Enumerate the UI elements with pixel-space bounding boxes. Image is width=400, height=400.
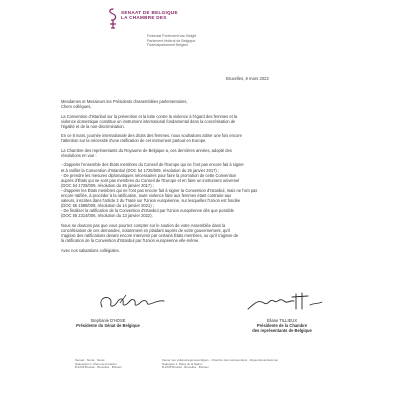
body-line: Nous ne doutons pas que vous pourrez compter sur le soutien de votre Assemblée dans la	[61, 222, 226, 228]
paragraph-support	[61, 223, 293, 243]
list-item-line: valeurs, inscrites dans l'article 2 du Traité sur l'Union européenne, sur lesquelles l'Union est fondée	[61, 198, 241, 204]
signature-dhose	[80, 289, 190, 315]
paragraph-chamber	[61, 148, 293, 158]
signer-role: Présidente du Sénat de Belgique	[76, 323, 140, 329]
salutation	[61, 99, 293, 109]
signer-name: Eliane TILLIEUX	[266, 318, 298, 323]
footer-chamber-address	[162, 359, 278, 370]
paragraph-march-8	[61, 133, 293, 143]
parliament-names	[147, 34, 196, 48]
parliament-name-de: Föderalparlament Belgien	[147, 43, 189, 47]
footer-line: B-1008 Brussel · Bruxelles · Brüssel	[162, 365, 209, 370]
signer-role-line: des représentants de Belgique	[252, 328, 312, 334]
salutation-line: Chers collègues,	[61, 104, 92, 110]
letter-body	[61, 99, 293, 257]
salutation-line: Mesdames et Messieurs les Présidents d'assemblées parlementaires,	[61, 99, 188, 104]
paragraph-resolutions-list	[61, 162, 293, 218]
list-item-line: - De finaliser la ratification de la Convention d'Istanbul par l'Union européenne dès que possible	[61, 208, 234, 214]
parliament-name-fr: Parlement fédéral de Belgique	[147, 38, 196, 43]
list-item-line: encore ratifiée, à procéder à la ratification, toute violence faite aux femmes étant contraire aux	[61, 192, 232, 198]
footer-senate-address	[75, 359, 121, 370]
logo-line-2: LA CHAMBRE DES	[121, 15, 167, 21]
letter-date: Bruxelles, 8 mars 2022	[226, 76, 269, 81]
footer-line: Kamer van volksvertegenwoordigers · Chambre des représentants · Abgeordnetenkammer	[162, 358, 279, 362]
list-item-line: (DOC 54 1725/009, résolution du 26 janvier 2017) ;	[61, 182, 154, 188]
signer-role-line: Présidente de la Chambre	[256, 323, 308, 329]
logo-wordmark	[121, 10, 178, 21]
body-line: concrétisation de ces demandes, notamment en plaidant auprès de votre gouvernement, qu'il	[61, 227, 230, 233]
body-line: l'égalité et de la non-discrimination.	[61, 123, 125, 129]
list-item-line: et à ratifier la Convention d'Istanbul (DOC 54 1725/009, résolution du 26 janvier 2017) ;	[61, 167, 220, 173]
parliament-logo-icon	[107, 8, 119, 30]
footer-line: Natieplein 2, Place de la Nation	[162, 361, 203, 366]
parliament-name-nl: Federaal Parlement van België	[147, 34, 197, 38]
signer-left	[56, 318, 160, 328]
list-item-line: (DOC 55 2314/006, résolution du 13 janvier 2022).	[61, 213, 153, 219]
body-line: résolutions en vue :	[61, 152, 97, 158]
footer-line: Natiesplein 1, Place de la Nation	[75, 361, 117, 366]
closing	[61, 248, 293, 253]
list-item-line: (DOC 55 1588/008, résolution du 14 janvier 2021) ;	[61, 203, 154, 209]
body-line: s'agisse des ratifications devant encore intervenir par certains États membres, ou qu'il s'agisse de	[61, 233, 239, 239]
body-line: La Chambre des représentants du Royaume de Belgique a, ces dernières années, adopté des	[61, 147, 232, 153]
signer-right	[220, 318, 344, 333]
logo-line-1: SENAAT DE BELGIQUE	[121, 10, 178, 15]
footer-line: Senaat · Sénat · Senat	[75, 358, 105, 362]
body-line: En ce 8 mars, journée internationale des droits des femmes, nous souhaitons attirer une fois encore	[61, 133, 242, 139]
body-line: la ratification de la Convention d'Istanbul par l'Union européenne elle-même.	[61, 238, 200, 244]
footer-line: B-1009 Brussel · Bruxelles · Brüssel	[75, 365, 122, 370]
closing-line: Avec nos salutations collégiales.	[61, 247, 120, 253]
list-item-line: - De prendre les mesures diplomatiques nécessaires pour faire la promotion de cette Convention	[61, 172, 237, 178]
body-line: La Convention d'Istanbul sur la prévention et la lutte contre la violence à l'égard des femmes et la	[61, 113, 238, 119]
signer-name: Stephanie D'HOSE	[90, 318, 126, 323]
body-line: l'attention sur la nécessité d'une ratification de cet instrument partout en Europe.	[61, 138, 207, 144]
list-item-line: - d'appeler l'ensemble des États membres du Conseil de l'Europe qui ne l'ont pas encore fait à signer	[61, 162, 244, 168]
list-item-line: auprès d'États qui ne sont pas membres du Conseil de l'Europe et en faire un instrument universel	[61, 177, 240, 183]
signature-tillieux	[232, 289, 342, 315]
list-item-line: - d'appeler les États membres qui ne l'ont pas encore fait à signer la Convention d'Istanbul, mais ne l'ont pas	[61, 187, 258, 193]
body-line: violence domestique constitue un instrument international fondamental dans la concrétisation de	[61, 118, 236, 124]
paragraph-convention	[61, 114, 293, 129]
